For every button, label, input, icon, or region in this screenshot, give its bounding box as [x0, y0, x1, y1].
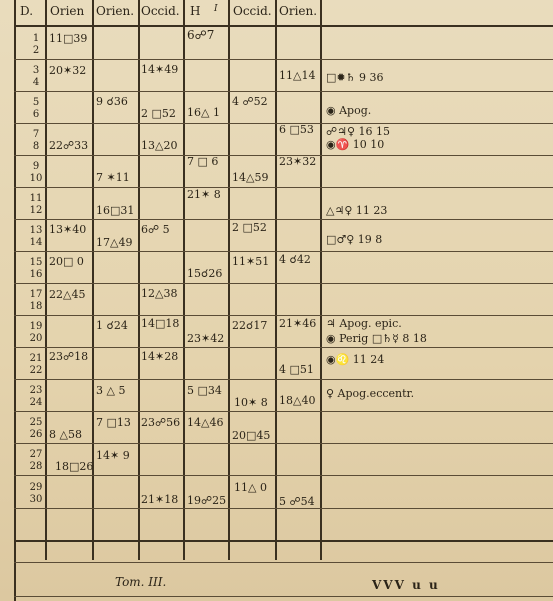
aspect-cell: 14✶28	[141, 350, 179, 363]
table-bottom-rule	[14, 540, 553, 542]
aspect-cell: 13△20	[141, 139, 178, 152]
row-rule	[14, 508, 553, 509]
day-number: 13	[29, 225, 43, 236]
aspect-cell: 16△ 1	[187, 106, 220, 119]
aspect-cell: 6☍ 5	[141, 223, 170, 236]
day-number: 5	[32, 97, 40, 108]
aspect-note: △♃♀ 11 23	[326, 204, 388, 217]
aspect-cell: 16□31	[96, 204, 135, 217]
day-number: 17	[29, 289, 43, 300]
aspect-cell: 6☍7	[187, 28, 215, 42]
aspect-cell: 7 □13	[96, 416, 131, 429]
footer-rule-bottom	[14, 596, 553, 597]
aspect-cell: 1 ☌24	[96, 319, 128, 332]
day-number: 29	[29, 482, 43, 493]
day-number: 20	[29, 333, 43, 344]
aspect-cell: 11□39	[49, 32, 88, 45]
aspect-cell: 9 ☌36	[96, 95, 128, 108]
aspect-cell: 18□26	[55, 460, 94, 473]
aspect-cell: 3 △ 5	[96, 384, 126, 397]
aspect-cell: 20✶32	[49, 64, 87, 77]
aspect-cell: 5 □34	[187, 384, 222, 397]
day-number: 28	[29, 461, 43, 472]
aspect-cell: 14✶49	[141, 63, 179, 76]
day-number: 22	[29, 365, 43, 376]
rule-c6	[320, 0, 322, 560]
aspect-cell: 2 □52	[232, 221, 267, 234]
day-number: 1	[32, 33, 40, 44]
aspect-cell: 17△49	[96, 236, 133, 249]
rule-c3	[183, 0, 185, 560]
row-rule	[14, 443, 553, 444]
aspect-cell: 4 ☍52	[232, 95, 268, 108]
day-number: 4	[32, 77, 40, 88]
aspect-cell: 14✶ 9	[96, 449, 130, 462]
aspect-cell: 6 □53	[279, 123, 314, 136]
day-number: 30	[29, 494, 43, 505]
rule-c2	[138, 0, 140, 560]
rule-c1	[92, 0, 94, 560]
header-col2: Orien.	[96, 4, 135, 18]
aspect-note: □✹♄ 9 36	[326, 71, 384, 84]
row-rule	[14, 475, 553, 476]
aspect-cell: 22☌17	[232, 319, 268, 332]
row-rule	[14, 347, 553, 348]
aspect-cell: 7 □ 6	[187, 155, 219, 168]
header-rule	[14, 25, 553, 27]
aspect-note: ◉♈ 10 10	[326, 138, 385, 151]
day-number: 3	[32, 65, 40, 76]
aspect-cell: 21✶46	[279, 317, 317, 330]
aspect-cell: 10✶ 8	[234, 396, 268, 409]
aspect-cell: 22☍33	[49, 139, 89, 152]
day-number: 16	[29, 269, 43, 280]
day-number: 2	[32, 45, 40, 56]
header-col1: Orien	[50, 4, 85, 18]
day-number: 27	[29, 449, 43, 460]
aspect-cell: 20□ 0	[49, 255, 84, 268]
aspect-cell: 23✶42	[187, 332, 225, 345]
aspect-cell: 4 □51	[279, 363, 314, 376]
aspect-cell: 14△59	[232, 171, 269, 184]
aspect-cell: 4 ☌42	[279, 253, 311, 266]
day-number: 21	[29, 353, 43, 364]
aspect-cell: 2 □52	[141, 107, 176, 120]
aspect-cell: 23☍18	[49, 350, 89, 363]
aspect-note: ☍♃♀ 16 15	[326, 125, 391, 138]
volume-label: Tom. III.	[115, 575, 167, 589]
aspect-cell: 20□45	[232, 429, 271, 442]
aspect-cell: 15☌26	[187, 267, 223, 280]
day-number: 7	[32, 129, 40, 140]
rule-day	[45, 0, 47, 560]
aspect-cell: 7 ✶11	[96, 171, 130, 184]
day-number: 23	[29, 385, 43, 396]
aspect-cell: 5 ☍54	[279, 495, 315, 508]
row-rule	[14, 411, 553, 412]
aspect-cell: 12△38	[141, 287, 178, 300]
aspect-cell: 13✶40	[49, 223, 87, 236]
header-col5: Occid.	[233, 4, 272, 18]
aspect-cell: 19☍25	[187, 494, 227, 507]
row-rule	[14, 187, 553, 188]
aspect-cell: 8 △58	[49, 428, 82, 441]
aspect-note: ♃ Apog. epic.	[326, 317, 402, 330]
aspect-cell: 21✶ 8	[187, 188, 221, 201]
header-day: D.	[20, 4, 34, 18]
aspect-cell: 18△40	[279, 394, 316, 407]
rule-c5	[275, 0, 277, 560]
day-number: 15	[29, 257, 43, 268]
day-number: 18	[29, 301, 43, 312]
aspect-note: ◉ Apog.	[326, 104, 372, 117]
row-rule	[14, 91, 553, 92]
aspect-note: □♂♀ 19 8	[326, 233, 383, 246]
row-rule	[14, 219, 553, 220]
aspect-note: ◉ Perig □♄☿ 8 18	[326, 332, 427, 345]
day-number: 14	[29, 237, 43, 248]
aspect-cell: 14△46	[187, 416, 224, 429]
row-rule	[14, 379, 553, 380]
header-col4-sub: I	[214, 4, 218, 14]
aspect-cell: 23✶32	[279, 155, 317, 168]
aspect-cell: 14□18	[141, 317, 180, 330]
day-number: 26	[29, 429, 43, 440]
rule-c4	[228, 0, 230, 560]
day-number: 24	[29, 397, 43, 408]
header-col4: H	[190, 4, 201, 18]
day-number: 8	[32, 141, 40, 152]
aspect-cell: 22△45	[49, 288, 86, 301]
day-number: 25	[29, 417, 43, 428]
aspect-note: ♀ Apog.eccentr.	[326, 387, 415, 400]
day-number: 12	[29, 205, 43, 216]
header-col6: Orien.	[279, 4, 318, 18]
row-rule	[14, 251, 553, 252]
day-number: 10	[29, 173, 43, 184]
aspect-cell: 23☍56	[141, 416, 181, 429]
day-number: 19	[29, 321, 43, 332]
aspect-cell: 21✶18	[141, 493, 179, 506]
aspect-cell: 11✶51	[232, 255, 270, 268]
signature-mark: VVV u u	[372, 578, 440, 592]
day-number: 6	[32, 109, 40, 120]
day-number: 9	[32, 161, 40, 172]
aspect-note: ◉♌ 11 24	[326, 353, 385, 366]
row-rule	[14, 59, 553, 60]
row-rule	[14, 315, 553, 316]
footer-rule-top	[14, 562, 553, 563]
aspect-cell: 11△ 0	[234, 481, 267, 494]
header-col3: Occid.	[141, 4, 180, 18]
day-number: 11	[29, 193, 43, 204]
aspect-cell: 11△14	[279, 69, 316, 82]
row-rule	[14, 283, 553, 284]
